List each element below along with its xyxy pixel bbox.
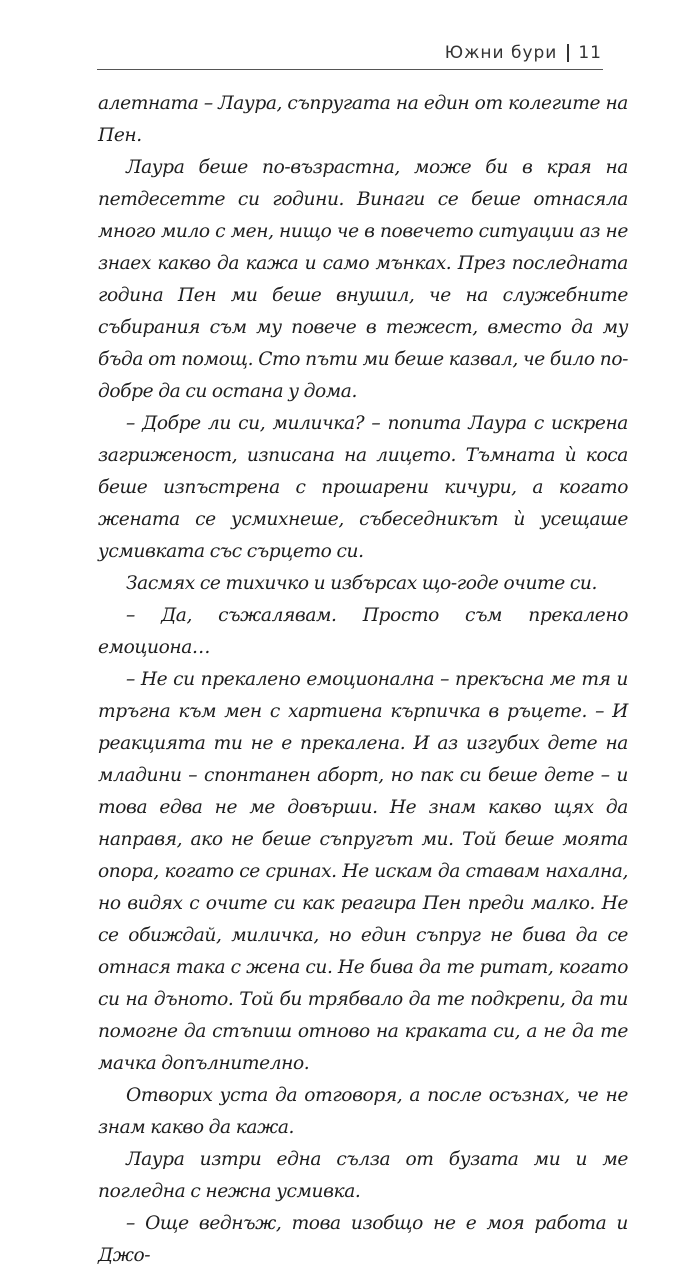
page-text — [98, 88, 628, 1272]
book-title: Южни бури — [444, 43, 558, 63]
page-number: 11 — [578, 43, 602, 63]
paragraph: – Още веднъж, това изобщо не е моя работа и Джо- — [98, 1213, 628, 1266]
running-head — [98, 40, 602, 66]
paragraph: Засмях се тихичко и избърсах що-годе очите си. — [126, 573, 597, 594]
paragraph: Лаура беше по-възрастна, може би в края на петдесетте си години. Винаги се беше отнасяла много мило с мен, нищо че в повечето ситуации аз не знаех какво да кажа и само мънках. През последната година Пен ми беше внушил, че на служебните събирания съм му повече в тежест, вместо да му бъда от помощ. Сто пъти ми беше казвал, че било по-добре да си остана у дома. — [98, 157, 628, 402]
header-rule — [97, 69, 603, 70]
header-separator — [567, 44, 569, 62]
paragraph: алетната – Лаура, съпругата на един от колегите на Пен. — [98, 93, 628, 146]
paragraph: Лаура изтри една сълза от бузата ми и ме погледна с нежна усмивка. — [98, 1149, 628, 1202]
paragraph: – Да, съжалявам. Просто съм прекалено емоциона… — [98, 605, 628, 658]
paragraph: – Добре ли си, миличка? – попита Лаура с искрена загриженост, изписана на лицето. Тъмната ѝ коса беше изпъстрена с прошарени кичури, а когато жената се усмихнеше, събеседникът ѝ усещаше усмивката със сърцето си. — [98, 413, 628, 562]
paragraph: – Не си прекалено емоционална – прекъсна ме тя и тръгна към мен с хартиена кърпичка в ръцете. – И реакцията ти не е прекалена. И аз изгубих дете на младини – спонтанен аборт, но пак си беше дете – и това едва не ме довърши. Не знам какво щях да направя, ако не беше съпругът ми. Той беше моята опора, когато се сринах. Не искам да ставам нахална, но видях с очите си как реагира Пен преди малко. Не се обиждай, миличка, но един съпруг не бива да се отнася така с жена си. Не бива да те ритат, когато си на дъното. Той би трябвало да те подкрепи, да ти помогне да стъпиш отново на краката си, а не да те мачка допълнително. — [98, 669, 628, 1074]
paragraph: Отворих уста да отговоря, а после осъзнах, че не знам какво да кажа. — [98, 1085, 628, 1138]
